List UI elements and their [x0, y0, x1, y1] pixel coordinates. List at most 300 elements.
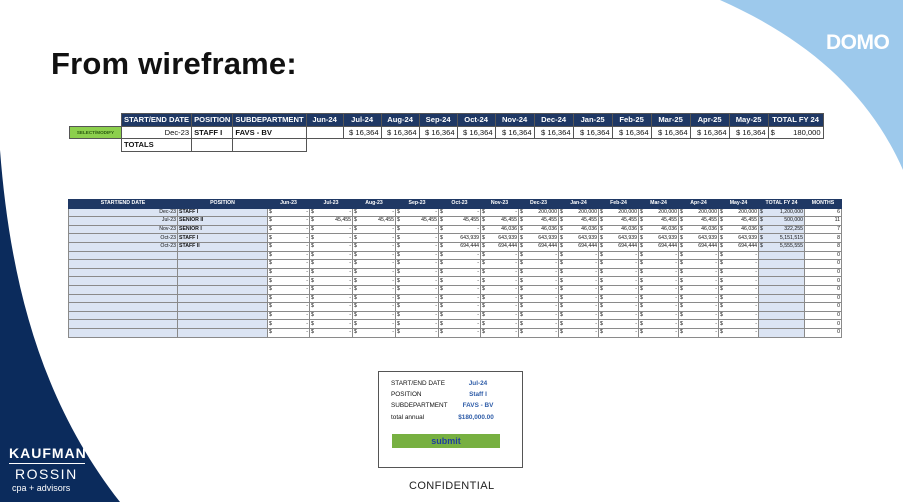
month-value: - [595, 294, 597, 301]
currency-symbol: $ [600, 269, 603, 276]
month-value: - [306, 320, 308, 327]
month-value-cell [719, 277, 759, 286]
row-position-cell[interactable] [178, 277, 268, 286]
row-position-cell[interactable]: SENIOR II [178, 217, 268, 226]
month-value-cell [719, 311, 759, 320]
month-value-cell [268, 320, 310, 329]
row-position-cell[interactable] [178, 260, 268, 269]
month-value-cell [439, 268, 481, 277]
month-value-cell [559, 225, 599, 234]
month-value: - [477, 226, 479, 233]
month-value-cell [599, 285, 639, 294]
submit-button[interactable]: submit [392, 434, 500, 448]
currency-symbol: $ [760, 243, 763, 250]
month-value-cell [353, 242, 396, 251]
month-value: - [715, 251, 717, 258]
month-value-cell [559, 277, 599, 286]
currency-symbol: $ [640, 294, 643, 301]
month-value: - [515, 251, 517, 258]
row-total-cell [759, 294, 805, 303]
currency-symbol: $ [482, 208, 485, 215]
month-value-cell [310, 268, 353, 277]
row-date-cell[interactable] [69, 303, 178, 312]
main-header-cell: MONTHS [805, 200, 842, 209]
month-value: - [755, 251, 757, 258]
month-value: - [555, 312, 557, 319]
month-value-cell [268, 208, 310, 217]
currency-symbol: $ [397, 320, 400, 327]
currency-symbol: $ [600, 320, 603, 327]
main-header-cell: START/END DATE [69, 200, 178, 209]
month-value-cell [599, 311, 639, 320]
currency-symbol: $ [520, 269, 523, 276]
logo-rossin: ROSSIN [15, 466, 78, 482]
currency-symbol: $ [397, 243, 400, 250]
currency-symbol: $ [269, 234, 272, 241]
month-value-cell [599, 242, 639, 251]
logo-kaufman: KAUFMAN [9, 445, 87, 461]
row-date-cell[interactable]: Oct-23 [69, 234, 178, 243]
top-month-cell: $ 16,364 [495, 126, 534, 139]
month-value-cell [559, 234, 599, 243]
row-position-cell[interactable]: STAFF I [178, 234, 268, 243]
month-value: - [595, 260, 597, 267]
month-value-cell [599, 277, 639, 286]
month-value-cell [310, 277, 353, 286]
month-value-cell [519, 311, 559, 320]
main-header-cell: May-24 [719, 200, 759, 209]
row-months-cell: 6 [805, 208, 842, 217]
month-value-cell [679, 303, 719, 312]
month-value: - [392, 329, 394, 336]
table-row [69, 285, 842, 294]
month-value: - [349, 269, 351, 276]
row-total-cell [759, 260, 805, 269]
row-months-cell: 0 [805, 268, 842, 277]
domo-logo: DOMO [826, 31, 890, 54]
month-value: - [306, 269, 308, 276]
currency-symbol: $ [482, 251, 485, 258]
currency-symbol: $ [640, 243, 643, 250]
currency-symbol: $ [311, 294, 314, 301]
month-value-cell [599, 260, 639, 269]
currency-symbol: $ [680, 294, 683, 301]
month-value: - [349, 294, 351, 301]
top-month-cell: $ 16,364 [690, 126, 729, 139]
month-value: 45,455 [501, 217, 517, 224]
month-value-cell [719, 242, 759, 251]
month-value-cell [679, 268, 719, 277]
month-value-cell [519, 328, 559, 337]
month-value: - [349, 286, 351, 293]
month-value: 45,455 [335, 217, 351, 224]
currency-symbol: $ [269, 251, 272, 258]
month-value: - [635, 303, 637, 310]
row-date-cell[interactable] [69, 260, 178, 269]
currency-symbol: $ [269, 329, 272, 336]
row-months-cell: 7 [805, 225, 842, 234]
month-value: - [435, 269, 437, 276]
row-position-cell[interactable] [178, 268, 268, 277]
table-row [69, 260, 842, 269]
top-header-cell: START/END DATE [122, 114, 192, 127]
month-value-cell [639, 311, 679, 320]
currency-symbol: $ [640, 251, 643, 258]
month-value-cell [639, 268, 679, 277]
table-row [69, 251, 842, 260]
main-header-cell: Oct-23 [439, 200, 481, 209]
month-value: - [675, 286, 677, 293]
currency-symbol: $ [482, 234, 485, 241]
month-value-cell [519, 251, 559, 260]
currency-symbol: $ [640, 269, 643, 276]
month-value: - [477, 303, 479, 310]
month-value: - [392, 251, 394, 258]
month-value: - [555, 303, 557, 310]
month-value-cell [679, 234, 719, 243]
row-date-cell[interactable] [69, 285, 178, 294]
month-value-cell [559, 217, 599, 226]
month-value-cell [481, 320, 519, 329]
currency-symbol: $ [311, 251, 314, 258]
month-value: - [595, 320, 597, 327]
currency-symbol: $ [720, 208, 723, 215]
table-row [69, 328, 842, 337]
month-value-cell [481, 260, 519, 269]
top-month-cell: $ 16,364 [343, 126, 381, 139]
form-field-value[interactable]: Staff I [469, 391, 487, 398]
currency-symbol: $ [520, 320, 523, 327]
month-value: 45,455 [701, 217, 717, 224]
row-position-cell[interactable] [178, 320, 268, 329]
currency-symbol: $ [482, 320, 485, 327]
month-value-cell [268, 294, 310, 303]
currency-symbol: $ [640, 320, 643, 327]
currency-symbol: $ [397, 303, 400, 310]
month-value: 46,036 [581, 226, 597, 233]
month-value: - [435, 303, 437, 310]
month-value: 643,939 [698, 234, 717, 241]
month-value-cell [599, 303, 639, 312]
row-position-cell[interactable] [178, 285, 268, 294]
currency-symbol: $ [397, 286, 400, 293]
row-position-cell[interactable] [178, 294, 268, 303]
currency-symbol: $ [354, 294, 357, 301]
month-value: - [392, 320, 394, 327]
row-date-cell[interactable] [69, 320, 178, 329]
month-value: - [755, 329, 757, 336]
month-value: 46,036 [621, 226, 637, 233]
currency-symbol: $ [680, 303, 683, 310]
currency-symbol: $ [397, 312, 400, 319]
currency-symbol: $ [680, 260, 683, 267]
row-date-cell[interactable] [69, 328, 178, 337]
month-value: - [306, 260, 308, 267]
month-value-cell [519, 242, 559, 251]
month-value-cell [679, 260, 719, 269]
month-value: - [435, 312, 437, 319]
month-value-cell [599, 320, 639, 329]
currency-symbol: $ [440, 234, 443, 241]
month-value-cell [481, 251, 519, 260]
form-field-value[interactable]: FAVS - BV [462, 402, 494, 409]
currency-symbol: $ [560, 234, 563, 241]
currency-symbol: $ [600, 251, 603, 258]
month-value: - [635, 269, 637, 276]
row-position-cell[interactable] [178, 303, 268, 312]
row-date-cell[interactable] [69, 311, 178, 320]
month-value-cell [559, 294, 599, 303]
row-date-cell[interactable] [69, 251, 178, 260]
currency-symbol: $ [397, 226, 400, 233]
main-header-cell: POSITION [178, 200, 268, 209]
form-field-label: total annual [391, 414, 425, 421]
month-value-cell [481, 303, 519, 312]
month-value: - [349, 251, 351, 258]
month-value: - [715, 294, 717, 301]
table-row [69, 303, 842, 312]
month-value: - [306, 226, 308, 233]
month-value-cell [519, 260, 559, 269]
add-position-form [378, 371, 523, 468]
top-table-data-row [70, 126, 824, 139]
currency-symbol: $ [311, 260, 314, 267]
month-value-cell [519, 208, 559, 217]
month-value-cell [679, 217, 719, 226]
row-total-cell [759, 242, 805, 251]
month-value-cell [310, 225, 353, 234]
month-value: - [435, 243, 437, 250]
currency-symbol: $ [354, 286, 357, 293]
month-value-cell [396, 303, 439, 312]
row-date-cell[interactable] [69, 277, 178, 286]
month-value: - [675, 320, 677, 327]
month-value: - [392, 243, 394, 250]
confidential-label: CONFIDENTIAL [409, 480, 495, 492]
currency-symbol: $ [600, 329, 603, 336]
row-position-cell[interactable]: STAFF II [178, 242, 268, 251]
month-value: - [675, 303, 677, 310]
table-row [69, 311, 842, 320]
month-value-cell [268, 242, 310, 251]
currency-symbol: $ [311, 329, 314, 336]
top-month-cell: $ 16,364 [612, 126, 651, 139]
currency-symbol: $ [482, 294, 485, 301]
currency-symbol: $ [269, 243, 272, 250]
month-value-cell [719, 294, 759, 303]
currency-symbol: $ [440, 277, 443, 284]
currency-symbol: $ [311, 320, 314, 327]
month-value-cell [519, 277, 559, 286]
month-value-cell [599, 217, 639, 226]
top-month-cell: $ 16,364 [729, 126, 768, 139]
totals-label: TOTALS [122, 139, 192, 152]
month-value-cell [519, 234, 559, 243]
month-value-cell [719, 268, 759, 277]
month-value: - [392, 269, 394, 276]
month-value: 643,939 [538, 234, 557, 241]
currency-symbol: $ [354, 329, 357, 336]
month-value-cell [353, 311, 396, 320]
currency-symbol: $ [311, 277, 314, 284]
month-value: - [435, 208, 437, 215]
month-value-cell [559, 251, 599, 260]
currency-symbol: $ [520, 303, 523, 310]
month-value-cell [396, 242, 439, 251]
month-value-cell [396, 225, 439, 234]
month-value: - [435, 320, 437, 327]
month-value-cell [719, 251, 759, 260]
currency-symbol: $ [720, 294, 723, 301]
top-month-cell: $ 16,364 [457, 126, 495, 139]
month-value: - [515, 303, 517, 310]
table-row [69, 208, 842, 217]
currency-symbol: $ [482, 260, 485, 267]
month-value: 643,939 [658, 234, 677, 241]
month-value-cell [396, 277, 439, 286]
month-value: - [477, 260, 479, 267]
row-position-cell[interactable] [178, 328, 268, 337]
month-value: - [675, 294, 677, 301]
row-total-cell [759, 311, 805, 320]
month-value: 45,455 [463, 217, 479, 224]
currency-symbol: $ [720, 260, 723, 267]
month-value: - [715, 277, 717, 284]
currency-symbol: $ [520, 217, 523, 224]
month-value-cell [519, 320, 559, 329]
month-value: - [555, 294, 557, 301]
row-date-cell[interactable]: Oct-23 [69, 242, 178, 251]
month-value: 45,455 [378, 217, 394, 224]
currency-symbol: $ [269, 217, 272, 224]
month-value: - [349, 226, 351, 233]
month-value: - [435, 294, 437, 301]
table-row [69, 277, 842, 286]
month-value: - [349, 329, 351, 336]
currency-symbol: $ [600, 260, 603, 267]
currency-symbol: $ [680, 320, 683, 327]
month-value: - [477, 294, 479, 301]
row-position-cell[interactable] [178, 311, 268, 320]
month-value-cell [396, 294, 439, 303]
month-value: 643,939 [618, 234, 637, 241]
select-modify-button[interactable]: SELECT/MODIFY [70, 126, 122, 139]
month-value: 200,000 [738, 208, 757, 215]
currency-symbol: $ [560, 277, 563, 284]
row-date-cell[interactable] [69, 294, 178, 303]
currency-symbol: $ [354, 251, 357, 258]
currency-symbol: $ [640, 208, 643, 215]
currency-symbol: $ [680, 226, 683, 233]
row-total-cell [759, 328, 805, 337]
row-total-cell [759, 225, 805, 234]
month-value: - [755, 320, 757, 327]
row-position-cell[interactable]: SENIOR I [178, 225, 268, 234]
row-date-cell[interactable]: Jul-23 [69, 217, 178, 226]
row-months-cell: 0 [805, 294, 842, 303]
month-value-cell [679, 328, 719, 337]
currency-symbol: $ [269, 208, 272, 215]
currency-symbol: $ [269, 303, 272, 310]
currency-symbol: $ [520, 243, 523, 250]
currency-symbol: $ [760, 234, 763, 241]
month-value: 46,036 [701, 226, 717, 233]
month-value-cell [481, 217, 519, 226]
month-value: - [435, 251, 437, 258]
main-header-cell: Jun-23 [268, 200, 310, 209]
month-value-cell [599, 328, 639, 337]
month-value: - [755, 286, 757, 293]
month-value-cell [268, 217, 310, 226]
currency-symbol: $ [520, 294, 523, 301]
month-value-cell [268, 225, 310, 234]
currency-symbol: $ [440, 286, 443, 293]
month-value-cell [519, 217, 559, 226]
form-field-value[interactable]: $180,000.00 [458, 414, 494, 421]
currency-symbol: $ [640, 303, 643, 310]
main-header-cell: Nov-23 [481, 200, 519, 209]
month-value-cell [519, 225, 559, 234]
currency-symbol: $ [482, 269, 485, 276]
form-field-value[interactable]: Jul-24 [468, 380, 488, 387]
currency-symbol: $ [269, 294, 272, 301]
currency-symbol: $ [640, 329, 643, 336]
month-value-cell [268, 268, 310, 277]
currency-symbol: $ [354, 243, 357, 250]
currency-symbol: $ [269, 320, 272, 327]
row-position-cell[interactable] [178, 251, 268, 260]
row-total-value: 5,555,555 [779, 243, 803, 250]
row-date-cell[interactable] [69, 268, 178, 277]
currency-symbol: $ [560, 260, 563, 267]
form-field-label: START/END DATE [391, 380, 445, 387]
currency-symbol: $ [520, 226, 523, 233]
month-value: - [715, 312, 717, 319]
month-value-cell [719, 320, 759, 329]
currency-symbol: $ [640, 226, 643, 233]
month-value-cell [719, 328, 759, 337]
month-value-cell [353, 320, 396, 329]
top-header-cell: Jul-24 [343, 114, 381, 127]
month-value-cell [639, 277, 679, 286]
month-value: - [435, 234, 437, 241]
month-value-cell [559, 311, 599, 320]
month-value-cell [719, 217, 759, 226]
row-total-cell [759, 320, 805, 329]
month-value-cell [519, 303, 559, 312]
row-position-cell[interactable]: STAFF I [178, 208, 268, 217]
row-months-cell: 0 [805, 328, 842, 337]
month-value-cell [396, 320, 439, 329]
month-value-cell [396, 328, 439, 337]
month-value-cell [481, 285, 519, 294]
currency-symbol: $ [354, 217, 357, 224]
month-value-cell [439, 251, 481, 260]
month-value-cell [481, 242, 519, 251]
currency-symbol: $ [397, 217, 400, 224]
currency-symbol: $ [560, 208, 563, 215]
month-value: 46,036 [501, 226, 517, 233]
currency-symbol: $ [520, 251, 523, 258]
row-date-cell[interactable]: Nov-23 [69, 225, 178, 234]
month-value: 46,036 [741, 226, 757, 233]
month-value-cell [559, 242, 599, 251]
month-value: - [555, 320, 557, 327]
month-value-cell [639, 217, 679, 226]
row-date-cell[interactable]: Dec-23 [69, 208, 178, 217]
top-header-cell: Aug-24 [381, 114, 419, 127]
currency-symbol: $ [640, 260, 643, 267]
